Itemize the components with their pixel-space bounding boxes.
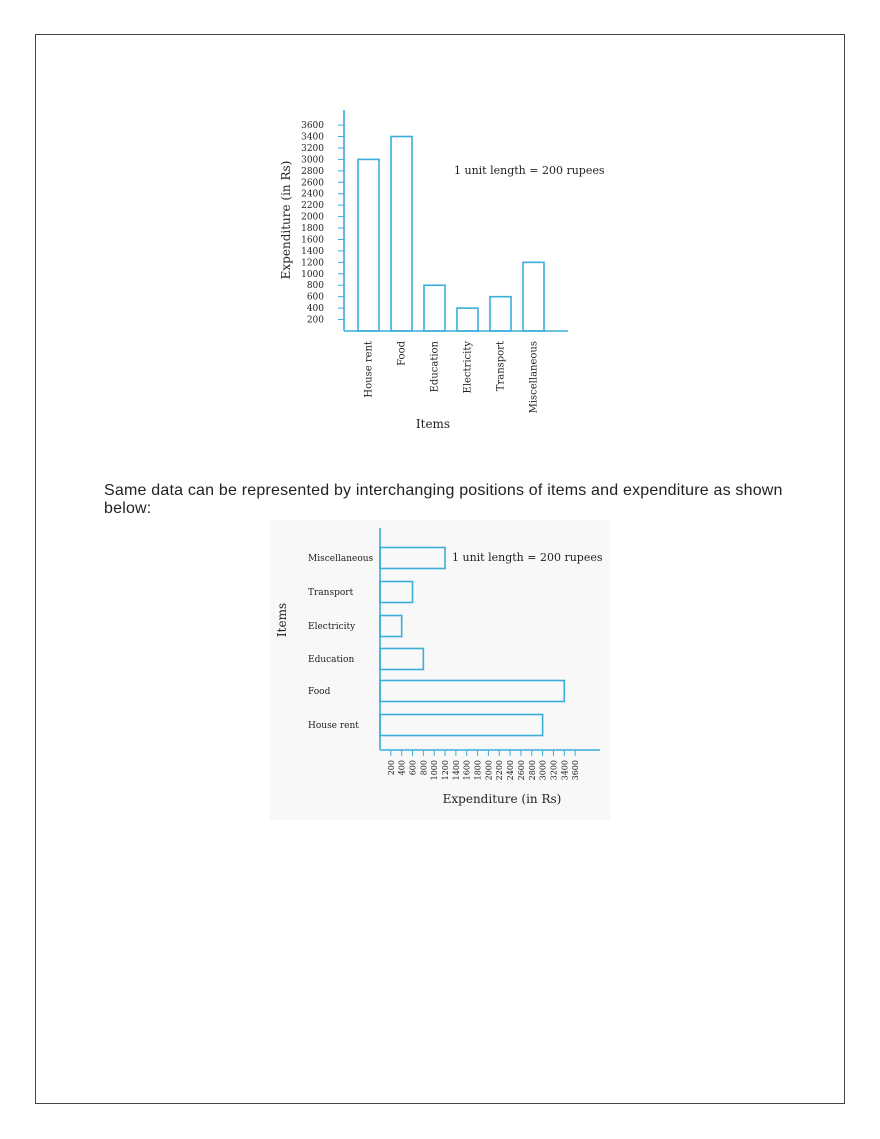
x-tick-label: 3600 xyxy=(571,760,581,781)
x-tick-label: 3200 xyxy=(549,760,559,781)
y-tick-label-house-rent: House rent xyxy=(308,721,359,731)
x-tick-label-transport: Transport xyxy=(495,341,507,392)
bar-miscellaneous xyxy=(380,548,445,569)
bar-education xyxy=(424,285,445,331)
y-tick-label-food: Food xyxy=(308,687,331,697)
x-tick-label: 1600 xyxy=(462,760,472,781)
body-paragraph: Same data can be represented by interchanging positions of items and expenditure as shown below: xyxy=(104,482,783,517)
y-tick-label: 400 xyxy=(306,304,324,315)
bar-food xyxy=(391,137,412,331)
x-tick-label: 3400 xyxy=(560,760,570,781)
x-tick-label: 2200 xyxy=(495,760,505,781)
y-tick-label: 200 xyxy=(306,315,324,326)
bar-transport xyxy=(490,297,511,331)
horizontal-bar-chart xyxy=(270,520,610,820)
y-tick-label-transport: Transport xyxy=(308,588,354,598)
x-tick-label: 1000 xyxy=(430,760,440,781)
y-tick-label: 3000 xyxy=(301,155,324,166)
y-tick-label: 2600 xyxy=(301,178,324,189)
y-tick-label: 2800 xyxy=(301,166,324,177)
x-tick-label-house-rent: House rent xyxy=(363,341,375,398)
x-axis-title: Expenditure (in Rs) xyxy=(442,792,562,806)
x-tick-label: 2400 xyxy=(506,760,516,781)
y-tick-label-education: Education xyxy=(308,655,355,665)
y-tick-label-electricity: Electricity xyxy=(308,622,356,632)
bar-house-rent xyxy=(380,715,543,736)
y-tick-label-miscellaneous: Miscellaneous xyxy=(308,554,374,564)
vertical-bar-chart-svg xyxy=(268,100,608,445)
y-tick-label: 1600 xyxy=(301,235,324,246)
y-tick-label: 800 xyxy=(306,281,324,292)
x-tick-label: 600 xyxy=(408,760,418,776)
x-tick-label: 400 xyxy=(397,760,407,776)
bar-electricity xyxy=(457,308,478,331)
y-tick-label: 1000 xyxy=(301,269,324,280)
bar-house-rent xyxy=(358,159,379,331)
x-tick-label: 3000 xyxy=(538,760,548,781)
x-tick-label: 2000 xyxy=(484,760,494,781)
y-axis-title: Expenditure (in Rs) xyxy=(279,160,293,280)
y-tick-label: 1400 xyxy=(301,246,324,257)
y-tick-label: 3400 xyxy=(301,132,324,143)
x-tick-label: 200 xyxy=(386,760,396,776)
bar-miscellaneous xyxy=(523,262,544,331)
y-tick-label: 2000 xyxy=(301,212,324,223)
bar-transport xyxy=(380,582,413,603)
y-tick-label: 1200 xyxy=(301,258,324,269)
y-tick-label: 3600 xyxy=(301,121,324,132)
x-tick-label: 1800 xyxy=(473,760,483,781)
x-axis-title: Items xyxy=(415,417,451,431)
bar-food xyxy=(380,681,564,702)
x-tick-label-food: Food xyxy=(396,341,408,366)
chart-annotation: 1 unit length = 200 rupees xyxy=(452,551,603,564)
y-axis-title: Items xyxy=(275,602,289,638)
x-tick-label: 800 xyxy=(419,760,429,776)
chart-annotation: 1 unit length = 200 rupees xyxy=(454,164,605,177)
x-tick-label: 1200 xyxy=(441,760,451,781)
x-tick-label: 2800 xyxy=(527,760,537,781)
y-tick-label: 2200 xyxy=(301,201,324,212)
y-tick-label: 600 xyxy=(306,292,324,303)
bar-electricity xyxy=(380,616,402,637)
horizontal-bar-chart-svg xyxy=(270,520,610,820)
x-tick-label: 2600 xyxy=(516,760,526,781)
y-tick-label: 2400 xyxy=(301,189,324,200)
y-tick-label: 3200 xyxy=(301,143,324,154)
x-tick-label-miscellaneous: Miscellaneous xyxy=(528,341,540,414)
x-tick-label-education: Education xyxy=(429,341,441,393)
bar-education xyxy=(380,649,423,670)
vertical-bar-chart xyxy=(268,100,608,445)
x-tick-label-electricity: Electricity xyxy=(462,341,474,394)
y-tick-label: 1800 xyxy=(301,224,324,235)
x-tick-label: 1400 xyxy=(451,760,461,781)
